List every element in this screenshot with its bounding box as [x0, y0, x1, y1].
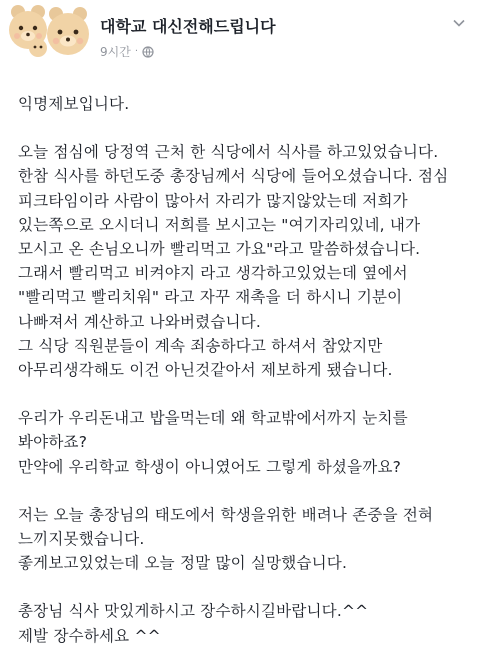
text-line: 그래서 빨리먹고 비켜야지 라고 생각하고있었는데 옆에서 [18, 264, 408, 283]
globe-icon[interactable] [142, 46, 154, 58]
text-line: 느끼지못했습니다. [18, 530, 145, 549]
text-line: 저는 오늘 총장님의 태도에서 학생을위한 배려나 존중을 전혀 [18, 505, 434, 524]
text-line: 있는쪽으로 오시더니 저희를 보시고는 "여기자리있네, 내가 [18, 215, 421, 234]
text-line: 나빠져서 계산하고 나와버렸습니다. [18, 312, 261, 331]
bear-avatar-icon[interactable] [8, 4, 106, 58]
text-line: 봐야하죠? [18, 433, 88, 452]
text-line: 오늘 점심에 당정역 근처 한 식당에서 식사를 하고있었습니다. [18, 143, 439, 162]
chevron-down-icon[interactable] [452, 16, 466, 30]
separator-dot: · [134, 46, 139, 57]
text-line: 제발 장수하세요 ^^ [18, 626, 161, 645]
paragraph [18, 92, 468, 116]
text-line: 만약에 우리학교 학생이 아니였어도 그렇게 하셨을까요? [18, 457, 402, 476]
text-line: 그 식당 직원분들이 계속 죄송하다고 하셔서 참았지만 [18, 336, 383, 355]
text-line: 익명제보입니다. [18, 95, 130, 113]
paragraph [18, 406, 468, 479]
text-line: 우리가 우리돈내고 밥을먹는데 왜 학교밖에서까지 눈치를 [18, 409, 408, 428]
text-line: 좋게보고있었는데 오늘 정말 많이 실망했습니다. [18, 554, 348, 573]
text-line: 한참 식사를 하던도중 총장님께서 식당에 들어오셨습니다. 점심 [18, 167, 449, 186]
page-name[interactable]: 대학교 대신전해드립니다 [100, 17, 276, 36]
post-meta [100, 43, 154, 60]
text-line: 피크타임이라 사람이 많아서 자리가 많지않았는데 저희가 [18, 191, 408, 210]
paragraph [18, 140, 468, 382]
text-line: 아무리생각해도 이건 아닌것같아서 제보하게 됐습니다. [18, 361, 393, 380]
text-line: 총장님 식사 맛있게하시고 장수하시길바랍니다.^^ [18, 602, 369, 621]
paragraph [18, 599, 468, 647]
timestamp[interactable]: 9시간 [100, 45, 131, 59]
text-line: "빨리먹고 빨리치워" 라고 자꾸 재촉을 더 하시니 기분이 [18, 288, 403, 307]
paragraph [18, 503, 468, 576]
post-text [18, 92, 468, 672]
post-header [0, 0, 480, 70]
text-line: 모시고 온 손님오니까 빨리먹고 가요"라고 말씀하셨습니다. [18, 240, 421, 259]
